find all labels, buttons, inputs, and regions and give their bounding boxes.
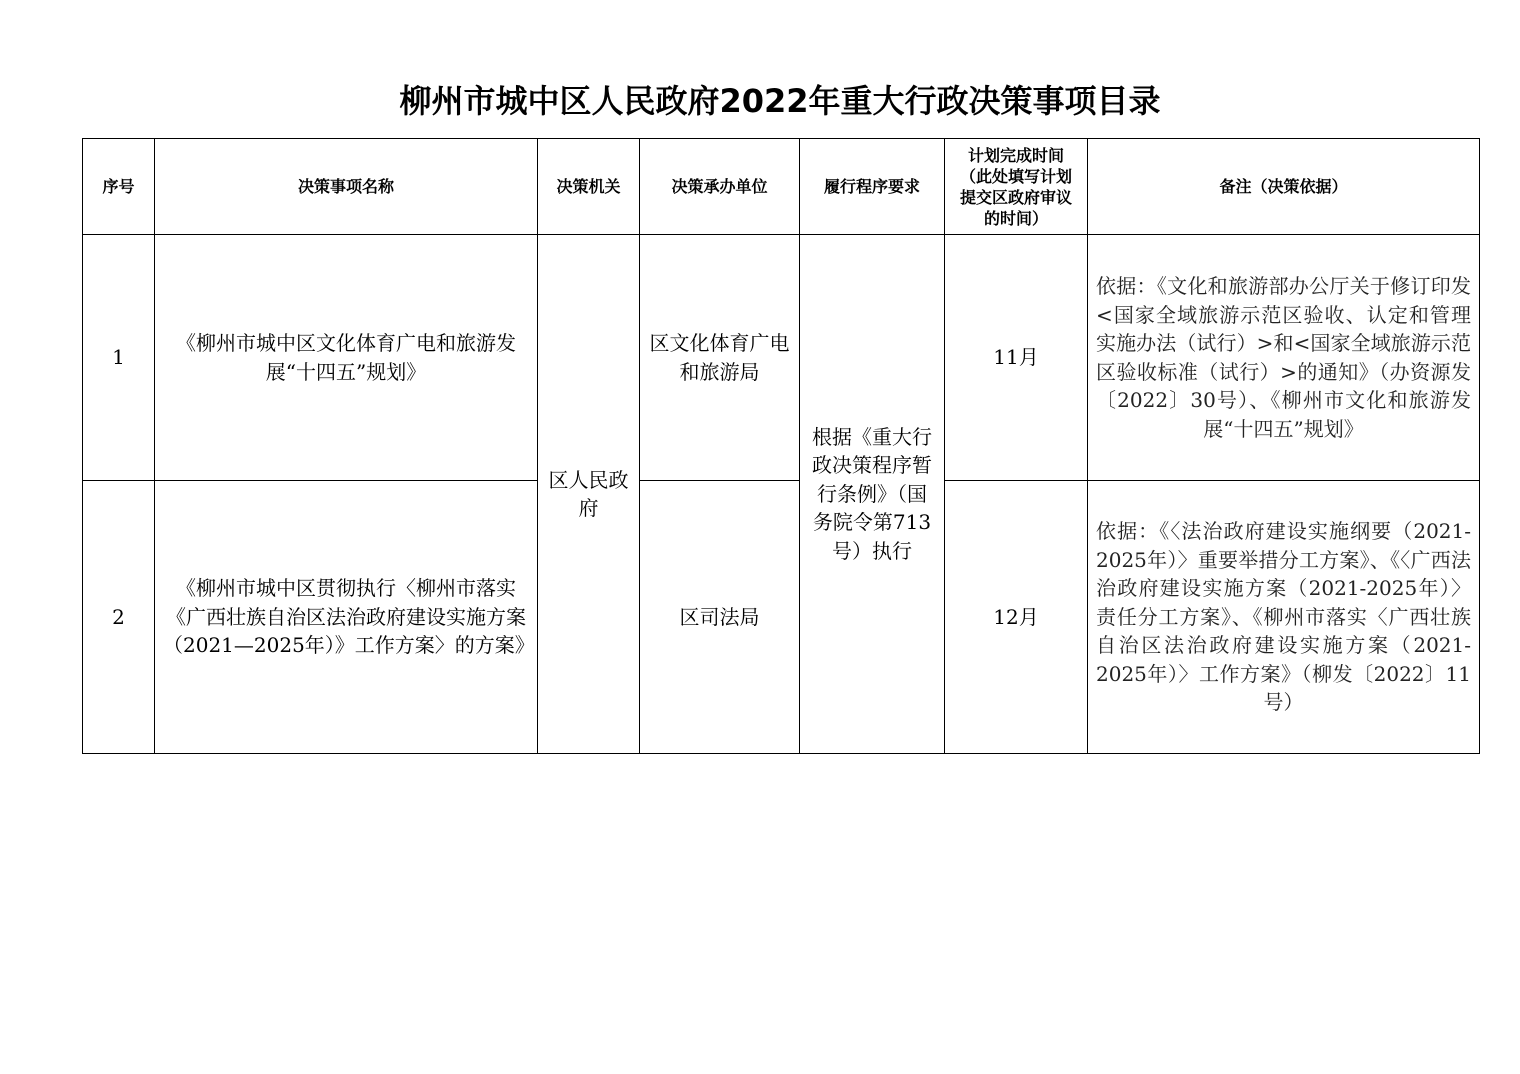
- row-notes: 依据：《〈法治政府建设实施纲要（2021-2025年）〉重要举措分工方案》、《〈广西法治政府建设实施方案（2021-2025年）〉责任分工方案》、《柳州市落实〈广西壮族自治区法治政府建设实施方案（2021-2025年）〉工作方案》（柳发〔2022〕11号）: [1088, 481, 1480, 754]
- header-name: 决策事项名称: [155, 139, 538, 235]
- header-procedure: 履行程序要求: [800, 139, 945, 235]
- row-index: 2: [83, 481, 155, 754]
- table-row: [83, 481, 1480, 754]
- row-deadline: 11月: [945, 235, 1088, 481]
- decision-authority: 区人民政府: [538, 235, 640, 754]
- header-authority: 决策机关: [538, 139, 640, 235]
- header-department: 决策承办单位: [640, 139, 800, 235]
- header-notes: 备注（决策依据）: [1088, 139, 1480, 235]
- decision-table: [82, 138, 1480, 754]
- procedure-requirement: 根据《重大行政决策程序暂行条例》（国务院令第713号）执行: [800, 235, 945, 754]
- row-name: 《柳州市城中区文化体育广电和旅游发展“十四五”规划》: [155, 235, 538, 481]
- page-title: 柳州市城中区人民政府2022年重大行政决策事项目录: [399, 82, 1161, 120]
- row-department: 区司法局: [640, 481, 800, 754]
- table-row: [83, 235, 1480, 481]
- header-index: 序号: [83, 139, 155, 235]
- row-deadline: 12月: [945, 481, 1088, 754]
- row-department: 区文化体育广电和旅游局: [640, 235, 800, 481]
- table-header-row: [83, 139, 1480, 235]
- header-deadline: 计划完成时间（此处填写计划提交区政府审议的时间）: [945, 139, 1088, 235]
- row-index: 1: [83, 235, 155, 481]
- row-name: 《柳州市城中区贯彻执行〈柳州市落实《广西壮族自治区法治政府建设实施方案（2021—2025年）》工作方案〉的方案》: [155, 481, 538, 754]
- row-notes: 依据：《文化和旅游部办公厅关于修订印发<国家全域旅游示范区验收、认定和管理实施办法（试行）>和<国家全域旅游示范区验收标准（试行）>的通知》（办资源发〔2022〕30号）、《柳州市文化和旅游发展“十四五”规划》: [1088, 235, 1480, 481]
